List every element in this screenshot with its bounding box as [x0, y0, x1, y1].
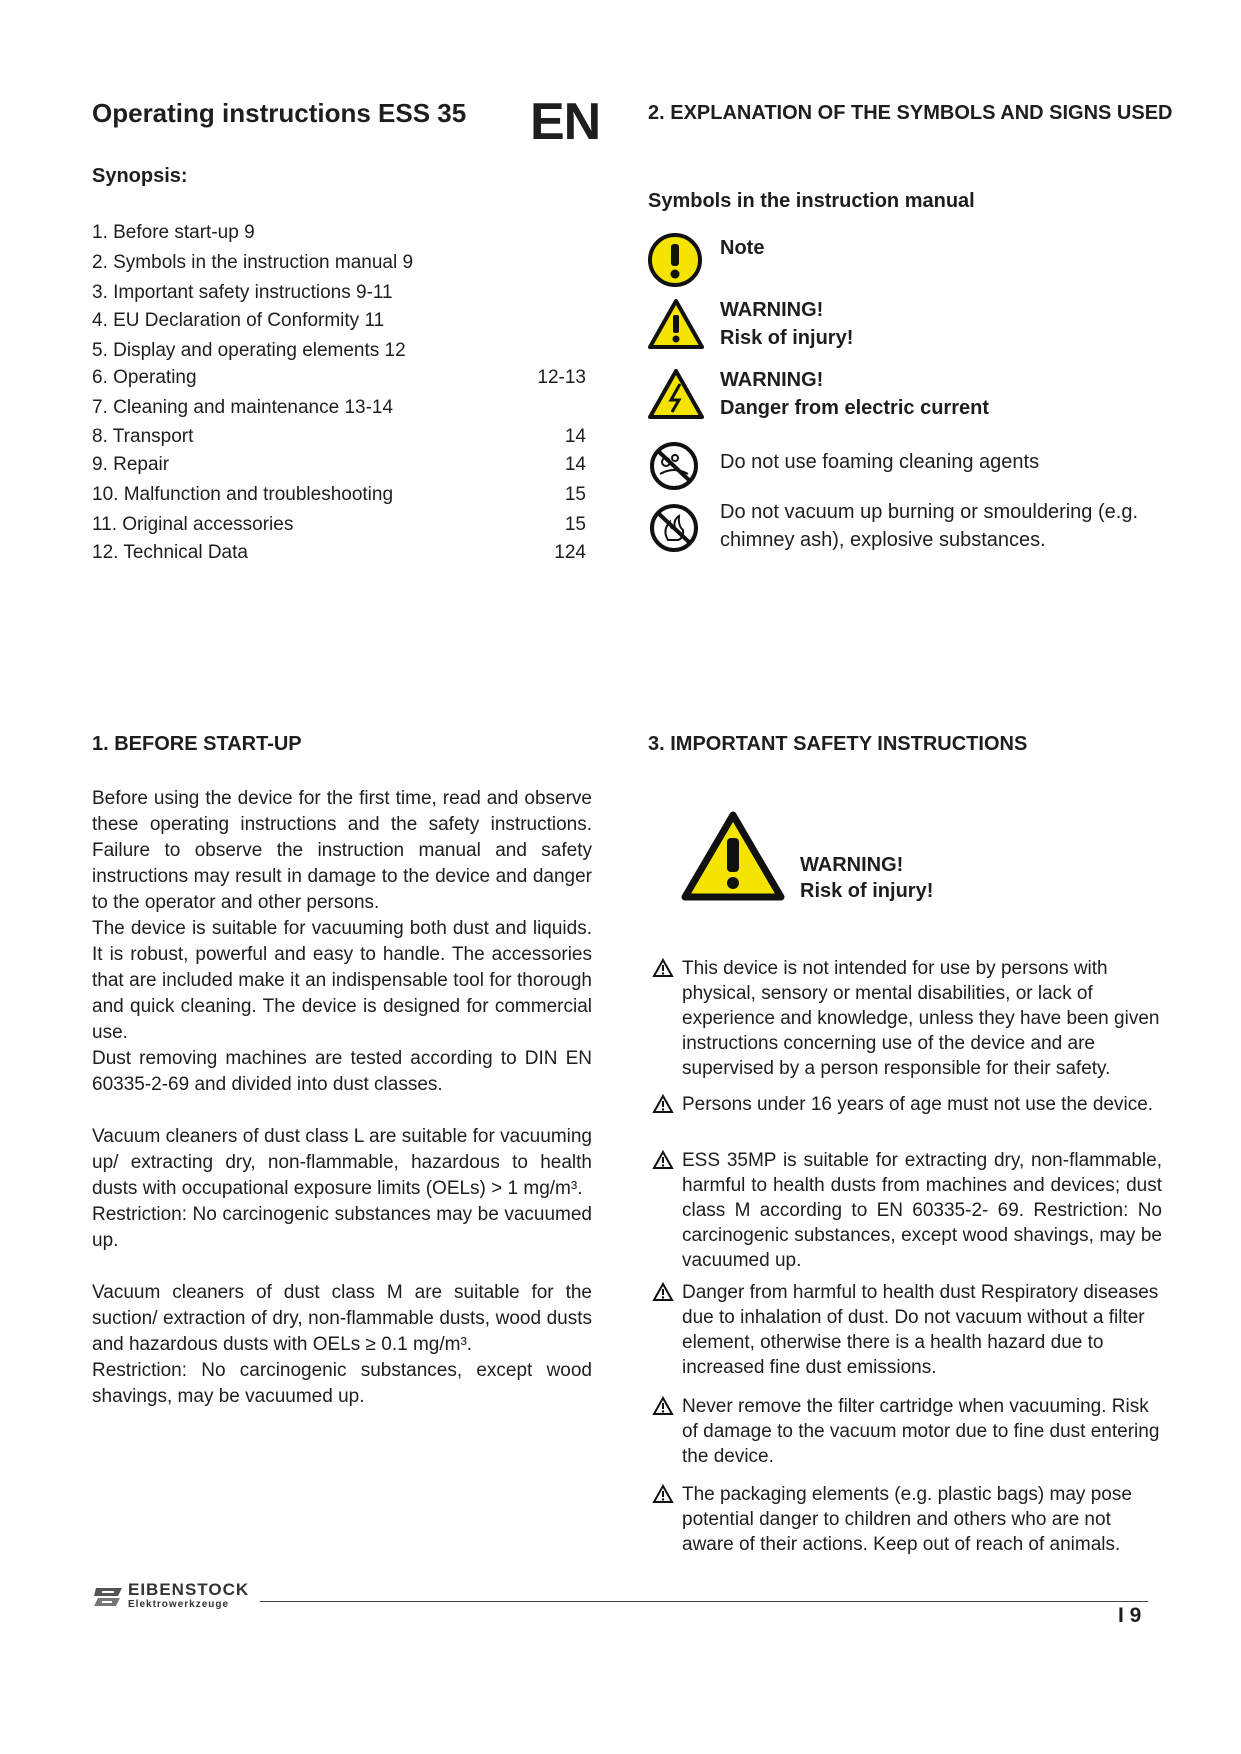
warning-icon — [652, 1150, 674, 1170]
note-icon — [648, 232, 704, 288]
warning-icon — [652, 1396, 674, 1416]
no-foam-icon — [648, 440, 700, 492]
toc-page: 12-13 — [537, 367, 586, 388]
document-title: Operating instructions ESS 35 — [92, 98, 467, 128]
brand-name: EIBENSTOCK — [128, 1580, 250, 1599]
toc-label: 10. Malfunction and troubleshooting — [92, 484, 394, 505]
toc-page: 124 — [554, 542, 586, 563]
toc-label: 9. Repair — [92, 454, 170, 475]
toc-page: 15 — [564, 484, 586, 505]
no-fire-icon — [648, 502, 700, 554]
toc-label: 7. Cleaning and maintenance 13-14 — [92, 397, 394, 418]
safety-warning-text: Risk of injury! — [800, 880, 934, 902]
safety-item — [652, 1280, 1162, 1380]
logo-icon — [92, 1582, 126, 1612]
safety-item — [652, 1482, 1162, 1557]
paragraph: Restriction: No carcinogenic substances, except wood shavings, may be vacuumed up. — [92, 1360, 592, 1407]
paragraph: Dust removing machines are tested according to DIN EN 60335-2-69 and divided into dust classes. — [92, 1048, 592, 1095]
warning1-title: WARNING! — [720, 299, 824, 321]
paragraph: Restriction: No carcinogenic substances may be vacuumed up. — [92, 1204, 592, 1251]
safety-item — [652, 956, 1162, 1081]
safety-item-text: This device is not intended for use by persons with physical, sensory or mental disabilities, or lack of experience and knowledge, unless they have been given instructions concerning use of the device and are supervised by a person responsible for their safety. — [682, 958, 1160, 1079]
no-burning-line1: Do not vacuum up burning or smouldering (e.g. — [720, 501, 1139, 523]
safety-item — [652, 1092, 1162, 1117]
warning2-text: Danger from electric current — [720, 397, 989, 419]
footer-divider — [260, 1601, 1148, 1602]
page-number: I 9 — [1118, 1604, 1142, 1627]
safety-item-text: The packaging elements (e.g. plastic bags) may pose potential danger to children and others who are not aware of their actions. Keep out of reach of animals. — [682, 1484, 1132, 1555]
toc-label: 11. Original accessories — [92, 514, 294, 535]
paragraph: Vacuum cleaners of dust class M are suitable for the suction/ extraction of dry, non-flammable dusts, wood dusts and hazardous dusts with OELs ≥ 0.1 mg/m³. — [92, 1282, 592, 1355]
paragraph: The device is suitable for vacuuming both dust and liquids. It is robust, powerful and easy to handle. The accessories that are included make it an indispensable tool for thorough and quick cleaning. The device is designed for commercial use. — [92, 918, 592, 1043]
warning-icon — [652, 1484, 674, 1504]
safety-item-text: ESS 35MP is suitable for extracting dry, non-flammable, harmful to health dusts from machines and devices; dust class M according to EN 60335-2- 69. Restriction: No carcinogenic substances, except wood shavings, may be vacuumed up. — [682, 1150, 1162, 1271]
before-startup-body — [92, 786, 592, 1410]
language-code: EN — [530, 93, 601, 151]
toc-label: 12. Technical Data — [92, 542, 248, 563]
safety-heading: 3. IMPORTANT SAFETY INSTRUCTIONS — [648, 733, 1028, 755]
paragraph: Before using the device for the first time, read and observe these operating instructions and the safety instructions. Failure to observe the instruction manual and safety instructions may result in damage to the device and danger to the operator and other persons. — [92, 788, 592, 913]
safety-item-text: Danger from harmful to health dust Respiratory diseases due to inhalation of dust. Do not vacuum without a filter element, otherwise there is a health hazard due to increased fine dust emissions. — [682, 1282, 1159, 1378]
toc-label: 4. EU Declaration of Conformity 11 — [92, 310, 385, 331]
safety-item — [652, 1148, 1162, 1273]
toc-label: 1. Before start-up 9 — [92, 222, 255, 243]
warning-icon — [652, 1094, 674, 1114]
toc-page: 15 — [564, 514, 586, 535]
safety-warning-title: WARNING! — [800, 854, 904, 876]
toc-page: 14 — [564, 454, 586, 475]
toc-page: 14 — [564, 426, 586, 447]
symbols-subheading: Symbols in the instruction manual — [648, 190, 975, 212]
paragraph: Vacuum cleaners of dust class L are suitable for vacuuming up/ extracting dry, non-flammable, hazardous to health dusts with occupational exposure limits (OELs) > 1 mg/m³. — [92, 1126, 592, 1199]
safety-item-text: Never remove the filter cartridge when vacuuming. Risk of damage to the vacuum motor due to fine dust entering the device. — [682, 1396, 1160, 1467]
warning-icon — [652, 1282, 674, 1302]
warning2-title: WARNING! — [720, 369, 824, 391]
toc-label: 2. Symbols in the instruction manual 9 — [92, 252, 414, 273]
safety-item — [652, 1394, 1162, 1469]
toc-label: 5. Display and operating elements 12 — [92, 340, 406, 361]
no-foam-text: Do not use foaming cleaning agents — [720, 451, 1040, 473]
symbols-heading: 2. EXPLANATION OF THE SYMBOLS AND SIGNS USED — [648, 102, 1173, 124]
warning-icon — [652, 958, 674, 978]
safety-item-text: Persons under 16 years of age must not use the device. — [682, 1094, 1154, 1115]
warning-icon — [648, 298, 704, 350]
toc-label: 8. Transport — [92, 426, 194, 447]
before-startup-heading: 1. BEFORE START-UP — [92, 733, 302, 755]
brand-subtitle: Elektrowerkzeuge — [128, 1599, 230, 1610]
toc-label: 6. Operating — [92, 367, 197, 388]
no-burning-line2: chimney ash), explosive substances. — [720, 529, 1046, 551]
warning1-text: Risk of injury! — [720, 327, 854, 349]
electric-warning-icon — [648, 368, 704, 420]
synopsis-heading: Synopsis: — [92, 165, 188, 187]
toc-label: 3. Important safety instructions 9-11 — [92, 282, 393, 303]
note-label: Note — [720, 237, 765, 259]
large-warning-icon — [680, 810, 786, 902]
